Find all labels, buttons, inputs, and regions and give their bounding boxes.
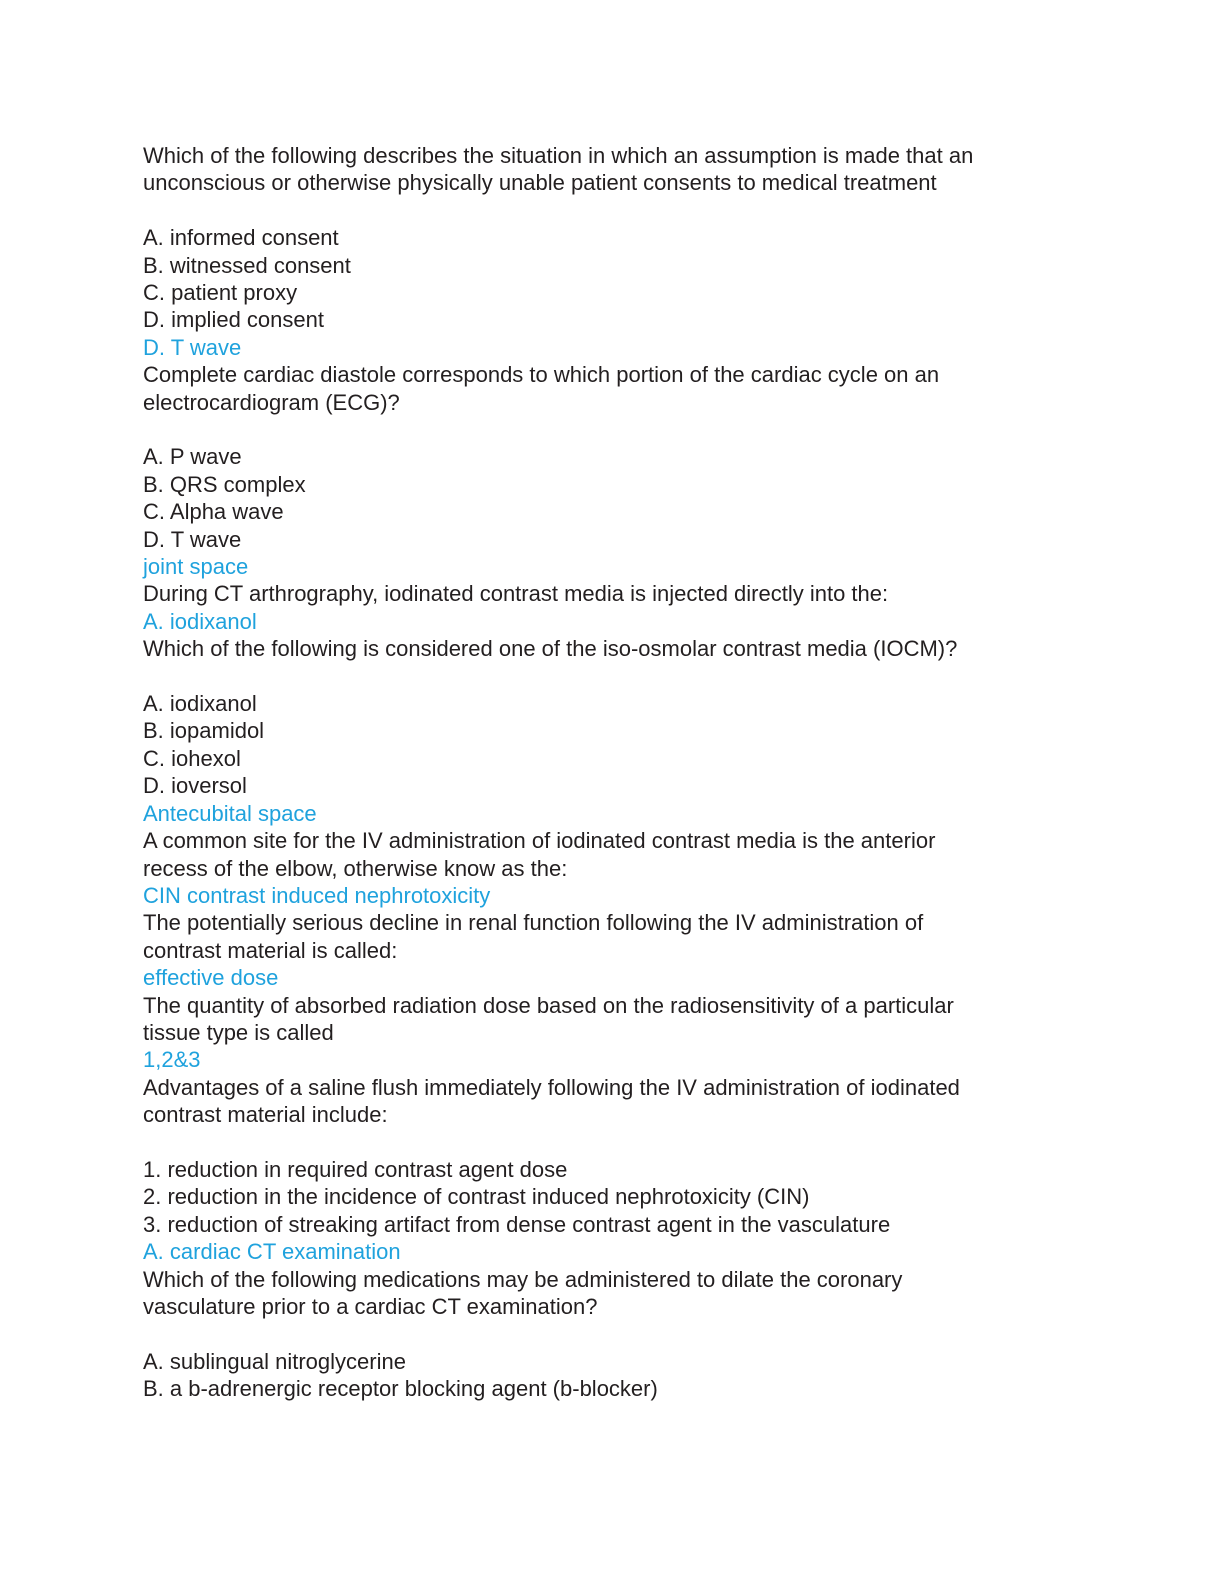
question-text: contrast material is called: xyxy=(143,937,398,963)
option-item: 2. reduction in the incidence of contrast induced nephrotoxicity (CIN) xyxy=(143,1184,810,1210)
blank-line xyxy=(143,197,1103,224)
option-item: C. patient proxy xyxy=(143,280,298,306)
question-text: The quantity of absorbed radiation dose based on the radiosensitivity of a particular xyxy=(143,992,954,1018)
question-text: Which of the following is considered one of the iso-osmolar contrast media (IOCM)? xyxy=(143,636,958,662)
option-item: A. sublingual nitroglycerine xyxy=(143,1348,406,1374)
question-text: A common site for the IV administration of iodinated contrast media is the anterior xyxy=(143,828,936,854)
answer-text: CIN contrast induced nephrotoxicity xyxy=(143,882,491,908)
option-item: B. a b-adrenergic receptor blocking agent (b-blocker) xyxy=(143,1376,658,1402)
blank-line xyxy=(143,416,1103,443)
question-text: Complete cardiac diastole corresponds to which portion of the cardiac cycle on an xyxy=(143,362,940,388)
answer-text: A. cardiac CT examination xyxy=(143,1239,401,1265)
answer-text: Antecubital space xyxy=(143,800,317,826)
blank-line xyxy=(143,1129,1103,1156)
question-text: Advantages of a saline flush immediately following the IV administration of iodinated xyxy=(143,1074,960,1100)
option-item: 1. reduction in required contrast agent dose xyxy=(143,1156,568,1182)
answer-text: effective dose xyxy=(143,965,279,991)
question-text: The potentially serious decline in renal function following the IV administration of xyxy=(143,910,924,936)
question-text: vasculature prior to a cardiac CT examination? xyxy=(143,1294,598,1319)
option-item: A. P wave xyxy=(143,444,242,470)
question-text: Which of the following medications may be administered to dilate the coronary xyxy=(143,1266,903,1292)
answer-text: joint space xyxy=(143,554,249,580)
answer-text: D. T wave xyxy=(143,334,242,360)
option-item: B. QRS complex xyxy=(143,471,306,497)
option-item: D. ioversol xyxy=(143,773,247,799)
option-item: B. iopamidol xyxy=(143,718,265,744)
blank-line xyxy=(143,663,1103,690)
option-item: A. iodixanol xyxy=(143,691,257,717)
question-text: electrocardiogram (ECG)? xyxy=(143,389,400,415)
option-item: C. Alpha wave xyxy=(143,499,284,525)
question-text: During CT arthrography, iodinated contrast media is injected directly into the: xyxy=(143,581,889,607)
question-text: tissue type is called xyxy=(143,1019,334,1045)
option-item: D. T wave xyxy=(143,526,242,552)
document-page xyxy=(143,142,1103,1403)
blank-line xyxy=(143,1320,1103,1347)
answer-text: A. iodixanol xyxy=(143,608,257,634)
question-text: recess of the elbow, otherwise know as the: xyxy=(143,855,568,881)
option-item: 3. reduction of streaking artifact from dense contrast agent in the vasculature xyxy=(143,1211,891,1237)
option-item: D. implied consent xyxy=(143,307,324,333)
option-item: B. witnessed consent xyxy=(143,252,351,278)
option-item: C. iohexol xyxy=(143,745,241,771)
question-text: Which of the following describes the situation in which an assumption is made that an xyxy=(143,143,974,168)
question-text: contrast material include: xyxy=(143,1102,388,1128)
answer-text: 1,2&3 xyxy=(143,1047,201,1073)
option-item: A. informed consent xyxy=(143,225,339,251)
question-text: unconscious or otherwise physically unable patient consents to medical treatment xyxy=(143,170,937,196)
